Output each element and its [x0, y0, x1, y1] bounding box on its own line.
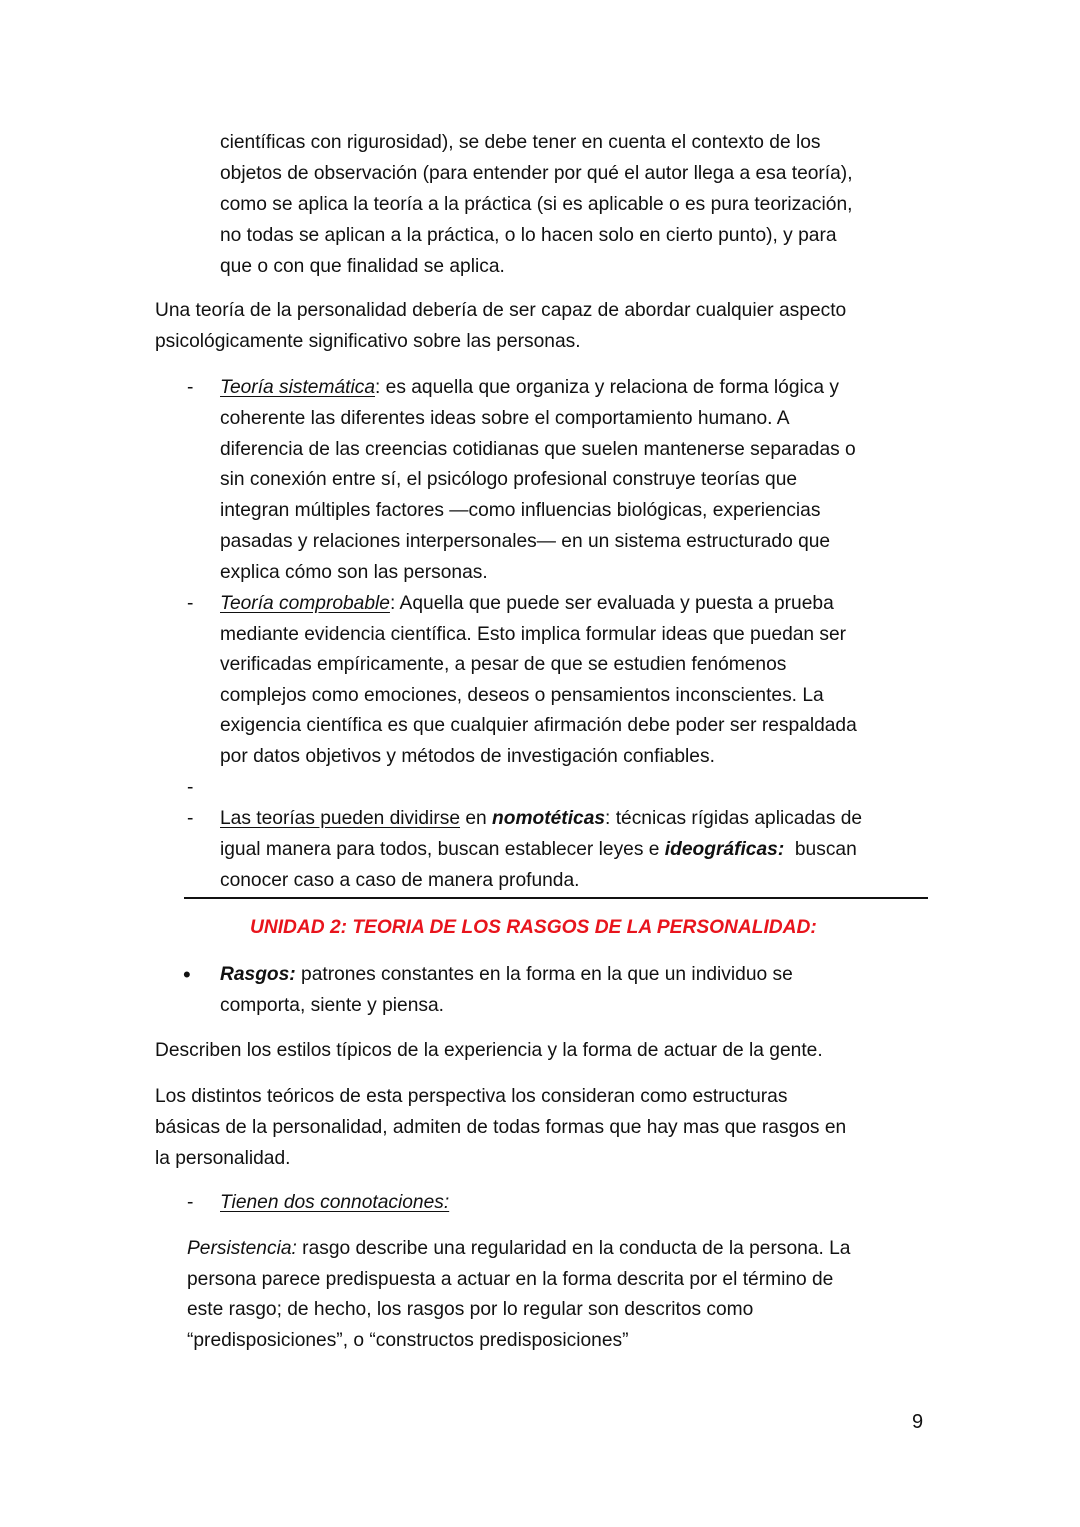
- text: patrones constantes en la forma en la que un individuo se: [295, 964, 793, 985]
- text-line: “predisposiciones”, o “constructos predisposiciones”: [187, 1330, 629, 1351]
- term: ideográficas:: [664, 839, 785, 860]
- text: : Aquella que puede ser evaluada y puesta a prueba: [389, 593, 834, 614]
- dash-marker: -: [187, 1192, 194, 1213]
- text-line: Describen los estilos típicos de la experiencia y la forma de actuar de la gente.: [155, 1040, 823, 1061]
- text: Las teorías pueden dividirse: [220, 808, 460, 829]
- term: nomotéticas: [492, 808, 606, 829]
- text-line: conocer caso a caso de manera profunda.: [220, 870, 580, 891]
- text-line: integran múltiples factores —como influencias biológicas, experiencias: [220, 500, 821, 521]
- text-line: Los distintos teóricos de esta perspectiva los consideran como estructuras: [155, 1086, 788, 1107]
- term: Rasgos:: [220, 964, 296, 985]
- text-line: que o con que finalidad se aplica.: [220, 256, 505, 277]
- text-line: Una teoría de la personalidad debería de ser capaz de abordar cualquier aspecto: [155, 300, 847, 321]
- text-line: exigencia científica es que cualquier afirmación debe poder ser respaldada: [220, 715, 857, 736]
- list-item-division: [220, 803, 862, 834]
- text-line: este rasgo; de hecho, los rasgos por lo regular son descritos como: [187, 1299, 754, 1320]
- text-line: coherente las diferentes ideas sobre el comportamiento humano. A: [220, 408, 790, 429]
- text: buscan: [784, 839, 857, 860]
- dash-marker: -: [187, 377, 194, 398]
- text-line: por datos objetivos y métodos de investigación confiables.: [220, 746, 715, 767]
- text: : es aquella que organiza y relaciona de forma lógica y: [375, 377, 839, 398]
- text: igual manera para todos, buscan establecer leyes e: [220, 839, 665, 860]
- dash-marker: -: [187, 777, 194, 798]
- list-item-comprobable: [220, 588, 834, 619]
- dash-marker: -: [187, 593, 194, 614]
- text-line: como se aplica la teoría a la práctica (si es aplicable o es pura teorización,: [220, 194, 853, 215]
- text-line: persona parece predispuesta a actuar en la forma descrita por el término de: [187, 1269, 834, 1290]
- list-item-sistematica: [220, 372, 839, 403]
- connotaciones-label: Tienen dos connotaciones:: [220, 1192, 450, 1213]
- text-line: verificadas empíricamente, a pesar de que se estudien fenómenos: [220, 654, 787, 675]
- text-line: objetos de observación (para entender por qué el autor llega a esa teoría),: [220, 163, 853, 184]
- term: Teoría sistemática: [220, 377, 375, 398]
- dash-marker: -: [187, 808, 194, 829]
- text-line: la personalidad.: [155, 1148, 291, 1169]
- text-line: explica cómo son las personas.: [220, 562, 488, 583]
- text: : técnicas rígidas aplicadas de: [605, 808, 863, 829]
- text-line: complejos como emociones, deseos o pensamientos inconscientes. La: [220, 685, 824, 706]
- text-line: sin conexión entre sí, el psicólogo profesional construye teorías que: [220, 469, 798, 490]
- persistencia-line: [187, 1233, 850, 1264]
- text-line: pasadas y relaciones interpersonales— en un sistema estructurado que: [220, 531, 831, 552]
- text-line: psicológicamente significativo sobre las personas.: [155, 331, 581, 352]
- text-line: diferencia de las creencias cotidianas que suelen mantenerse separadas o: [220, 439, 856, 460]
- text-line: no todas se aplican a la práctica, o lo hacen solo en cierto punto), y para: [220, 225, 837, 246]
- text-line: científicas con rigurosidad), se debe tener en cuenta el contexto de los: [220, 132, 821, 153]
- text: en: [460, 808, 493, 829]
- horizontal-rule: [184, 897, 928, 899]
- page-number: 9: [912, 1411, 924, 1433]
- text-line: básicas de la personalidad, admiten de todas formas que hay mas que rasgos en: [155, 1117, 847, 1138]
- text: rasgo describe una regularidad en la conducta de la persona. La: [296, 1238, 851, 1259]
- text-line: [220, 834, 857, 865]
- term: Persistencia:: [187, 1238, 297, 1259]
- list-item-rasgos: [220, 959, 793, 990]
- bullet-icon: •: [183, 962, 191, 987]
- section-heading: UNIDAD 2: TEORIA DE LOS RASGOS DE LA PERSONALIDAD:: [250, 917, 817, 938]
- text-line: comporta, siente y piensa.: [220, 995, 444, 1016]
- term: Teoría comprobable: [220, 593, 390, 614]
- text-line: mediante evidencia científica. Esto implica formular ideas que puedan ser: [220, 624, 847, 645]
